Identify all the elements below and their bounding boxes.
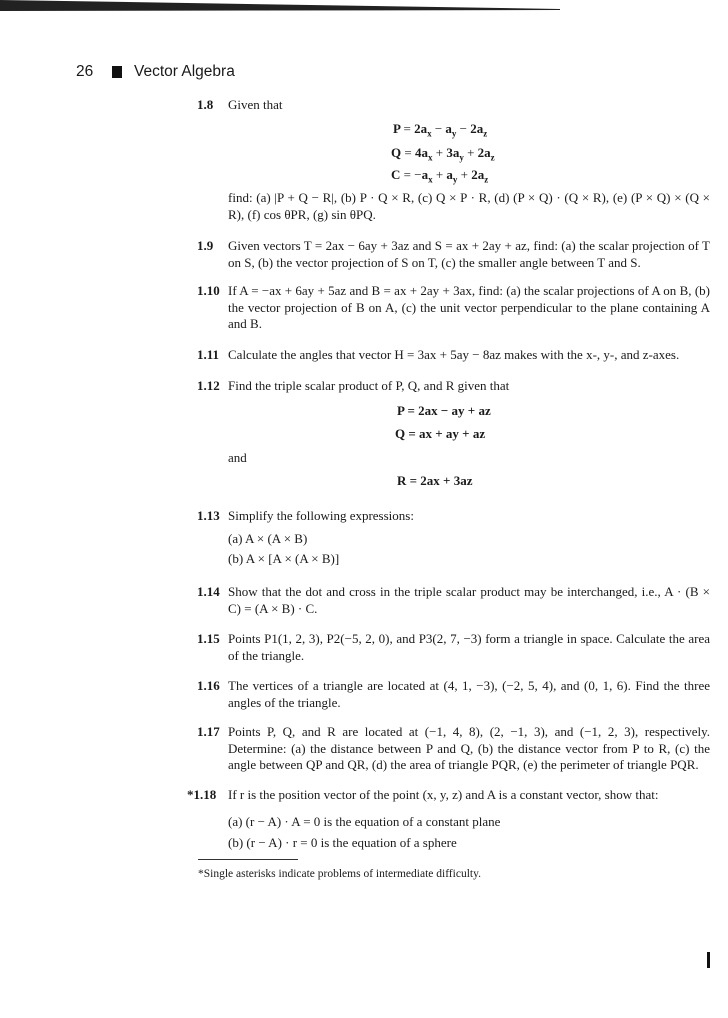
problem-text: The vertices of a triangle are located at (4, 1, −3), (−2, 5, 4), and (0, 1, 6). Find the three angles of the triangle. — [228, 678, 710, 710]
problem-1-8-text — [198, 190, 710, 223]
page-header — [76, 61, 235, 83]
problem-1-13 — [198, 508, 710, 525]
equation-q2: Q = ax + ay + az — [395, 426, 486, 441]
square-bullet-icon — [112, 66, 122, 78]
problem-number: 1.11 — [197, 347, 220, 362]
problem-text: If A = −ax + 6ay + 5az and B = ax + 2ay + 3ax, find: (a) the scalar projections of A on B, (b) the vector projection of B on A, (c) the unit vector perpendicular to the plane containing A and B. — [228, 283, 710, 331]
equation-r: R = 2ax + 3az — [397, 473, 473, 488]
equation-p: $P = 2a_x - a_y - 2a_z$ — [393, 121, 488, 139]
problem-1-11 — [198, 347, 710, 364]
problem-text: Show that the dot and cross in the triple scalar product may be interchanged, i.e., A · (B × C) = (A × B) · C. — [228, 584, 710, 616]
problem-1-9 — [198, 238, 710, 271]
problem-number: 1.15 — [197, 631, 220, 646]
problem-1-15 — [198, 631, 710, 664]
margin-mark — [707, 952, 710, 968]
problem-text: If r is the position vector of the point (x, y, z) and A is a constant vector, show that: — [228, 787, 659, 802]
problem-1-12 — [198, 378, 710, 395]
footnote: *Single asterisks indicate problems of intermediate difficulty. — [198, 868, 481, 880]
problem-text: Given vectors T = 2ax − 6ay + 3az and S = ax + 2ay + az, find: (a) the scalar projection of T on S, (b) the vector projection of S on T, (c) the smaller angle between T and S. — [228, 238, 710, 270]
page-number: 26 — [76, 63, 94, 80]
problem-1-10 — [198, 283, 710, 333]
problem-number: 1.13 — [197, 508, 220, 523]
problem-1-8 — [198, 97, 710, 114]
problem-number: 1.9 — [197, 238, 214, 253]
problem-1-18 — [187, 787, 710, 804]
footnote-rule — [198, 859, 298, 860]
equation-p2: P = 2ax − ay + az — [397, 403, 491, 418]
problem-1-14 — [198, 584, 710, 617]
problem-text: Simplify the following expressions: — [228, 508, 414, 523]
item-b: (b) A × [A × (A × B)] — [228, 551, 340, 566]
problem-text: Points P1(1, 2, 3), P2(−5, 2, 0), and P3(2, 7, −3) form a triangle in space. Calculate the area of the triangle. — [228, 631, 710, 663]
problem-number: 1.17 — [197, 724, 220, 739]
problem-text: Calculate the angles that vector H = 3ax + 5ay − 8az makes with the x-, y-, and z-axes. — [228, 347, 680, 362]
equation-q: $Q = 4a_x + 3a_y + 2a_z$ — [391, 145, 495, 163]
and-label: and — [228, 450, 247, 465]
problem-number: 1.16 — [197, 678, 220, 693]
problem-text: Points P, Q, and R are located at (−1, 4, 8), (2, −1, 3), and (−1, 2, 3), respectively. Determine: (a) the distance between P and Q, (b) the distance vector from P to R, (c) the angle between QP and QR, (d) the area of triangle PQR, (e) the perimeter of triangle PQR. — [228, 724, 710, 772]
problem-number: *1.18 — [187, 787, 217, 802]
problem-1-16 — [198, 678, 710, 711]
chapter-title: Vector Algebra — [134, 63, 235, 80]
item-a: (a) (r − A) · A = 0 is the equation of a constant plane — [228, 814, 501, 829]
item-b: (b) (r − A) · r = 0 is the equation of a sphere — [228, 835, 457, 850]
problem-number: 1.10 — [197, 283, 220, 298]
problem-number: 1.8 — [197, 97, 214, 112]
problem-text: find: (a) |P + Q − R|, (b) P · Q × R, (c) Q × P · R, (d) (P × Q) · (Q × R), (e) (P × Q) × (Q × R), (f) cos θPR, (g) sin θPQ. — [228, 190, 710, 222]
equation-c: $C = -a_x + a_y + 2a_z$ — [391, 167, 489, 185]
top-rule — [0, 0, 560, 12]
problem-intro: Given that — [228, 97, 283, 112]
problem-text: Find the triple scalar product of P, Q, and R given that — [228, 378, 510, 393]
item-a: (a) A × (A × B) — [228, 531, 308, 546]
problem-number: 1.12 — [197, 378, 220, 393]
problem-1-17 — [198, 724, 710, 774]
problem-number: 1.14 — [197, 584, 220, 599]
